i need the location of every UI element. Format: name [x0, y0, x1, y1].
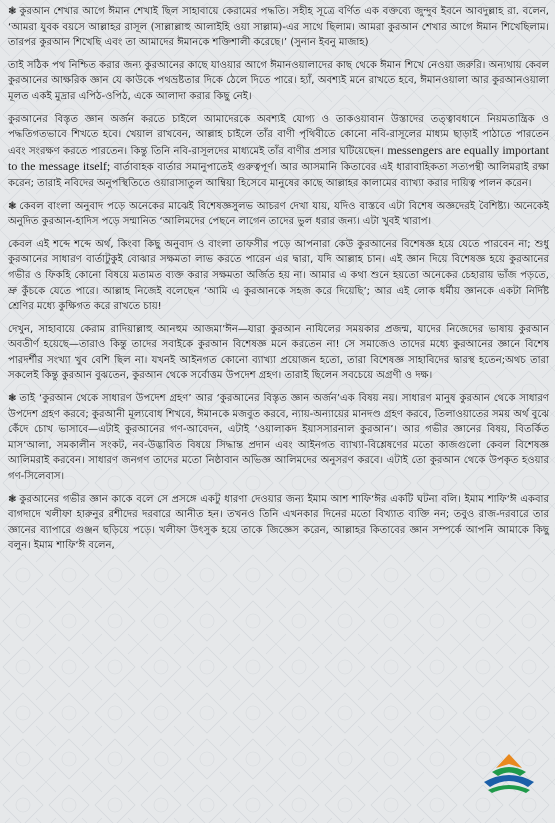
flower-bullet-icon: ❃ [8, 6, 17, 17]
flower-bullet-icon: ❃ [8, 493, 17, 505]
english-quote: messengers are equally important to the message itself; [8, 142, 549, 174]
paragraph-text: দেখুন, সাহাবায়ে কেরাম রাদিয়াল্লাহু আনহুম আজমা’ঈন—যারা কুরআন নাযিলের সময়কার প্রজন্ম, যাদের নিজেদের ভাষায় কুরআন অবতীর্ণ হয়েছে—তারাও কিন্তু তাদের সবাইকে কুরআন বিশেষজ্ঞ মনে করতেন না! সে সমাজেও তাদের মধ্যে কুরআনের জ্ঞানে বিশেষ পারদর্শীর সংখ্যা খুব বেশি ছিল না। যখনই আইনগত কোনো ব্যাখ্যা প্রয়োজন হতো, তারা বিশেষজ্ঞ সাহাবিদের দ্বারস্থ হতেন;অথচ তারা সকলেই কিন্তু কুরআন বুঝতেন, কুরআন থেকে সর্বোত্তম উপদেশ গ্রহণ। তারাই ছিলেন সবচেয়ে অগ্রণী ও দক্ষ। [8, 323, 549, 382]
paragraph-6 [8, 322, 549, 384]
page-content [8, 4, 549, 561]
paragraph-1 [8, 4, 549, 51]
paragraph-7 [8, 391, 549, 485]
paragraph-3 [8, 112, 549, 192]
publisher-logo-icon [478, 752, 540, 796]
paragraph-text: কুরআন শেখার আগে ঈমান শেখাই ছিল সাহাবায়ে কেরামের পদ্ধতি। সহীহ সূত্রে বর্ণিত এক বক্তব্যে জুন্দুব ইবনে আবদুল্লাহ রা. বলেন, ‘আমরা যুবক বয়সে আল্লাহর রাসূল (সাল্লাল্লাহু আলাইহি ওয়া সাল্লাম)-এর সাথে ছিলাম। আমরা কুরআন শেখার আগে ঈমান শিখেছিলাম। তারপর কুরআন শিখেছি এবং তা আমাদের ঈমানকে শক্তিশালী করেছে।’ (সুনান ইবনু মাজাহ) [8, 6, 549, 49]
paragraph-5 [8, 237, 549, 315]
paragraph-8 [8, 492, 549, 554]
paragraph-2 [8, 58, 549, 105]
flower-bullet-icon: ❃ [8, 200, 17, 212]
paragraph-text: তাই ‘কুরআন থেকে সাধারণ উপদেশ গ্রহণ’ আর ‘কুরআনের বিস্তৃত জ্ঞান অর্জন’এক বিষয় নয়। সাধারণ মানুষ কুরআন থেকে সাধারণ উপদেশ গ্রহণ করবে; কুরআনী মূল্যবোধ শিখবে, ঈমানকে মজবুত করবে, ন্যায়-অন্যায়ের মানদণ্ড গ্রহণ করবে, তিলাওয়াতের সময় অর্থ বুঝে কেঁদে চোখ ভাসাবে—এটাই কুরআনের গণ-আবেদন, এটাই ‘ওয়ালাকদ ইয়াসসারনাল কুরআন’। আর গভীর জ্ঞানের বিষয়, বিতর্কিত মাস’আলা, সমকালীন সংকট, নব-উদ্ভাবিত বিষয়ে সিদ্ধান্ত প্রদান এবং আইনগত ব্যাখ্যা-বিশ্লেষণের মতো কাজগুলো কেবল বিশেষজ্ঞ আলিমরাই করবেন। সাধারণ জনগণ তাদের মতো নিষ্ঠাবান অভিজ্ঞ আলিমদের অনুসরণ করবে। এটাই তো কুরআন থেকে উপকৃত হওয়ার গণ-সিলেবাস। [8, 393, 549, 483]
paragraph-text-part: কুরআনের বিস্তৃত জ্ঞান অর্জন করতে চাইলে আমাদেরকে অবশ্যই যোগ্য ও তাকওয়াবান উস্তাদের তত্ত্বাবধানে নিয়মতান্ত্রিক ও পদ্ধতিগতভাবে শিখতে হবে। খেয়াল রাখবেন, আল্লাহ চাইলে তাঁর বাণী পৃথিবীতে কোনো নবি-রাসূলের মাধ্যম ছাড়াই পাঠাতে পারতেন এবং সংরক্ষণ করতে পারতেন। কিন্তু তিনি নবি-রাসূলদের মাধ্যমেই তাঁর বাণীর প্রসার ঘটিয়েছেন। [8, 113, 549, 157]
paragraph-text: কেবল এই শব্দে শব্দে অর্থ, কিংবা কিছু অনুবাদ ও বাংলা তাফসীর পড়ে আপনারা কেউ কুরআনের বিশেষজ্ঞ হয়ে যেতে পারবেন না; শুধু কুরআনের সাধারণ বার্তাটুকুই বোঝার সক্ষমতা লাভ করতে পারেন এর দ্বারা, যদি আল্লাহ চান। এই জ্ঞান দিয়ে বিশেষজ্ঞ হয়ে কুরআনের গভীর ও ফিকহি কোনো বিষয়ে মতামত ব্যক্ত করার সক্ষমতা অর্জিত হয় না। আমার এ কথা শুনে হয়তো অনেকের চেহারায় ভাঁজ পড়তে, ভ্রু কুঁচকে যেতে পারে। আল্লাহ নিজেই বলেছেন ‘আমি এ কুরআনকে সহজ করে দিয়েছি’; আর এই লোক ধর্মীয় জ্ঞানকে একটা নির্দিষ্ট শ্রেণির মধ্যে কুক্ষিগত করে রাখতে চায়! [8, 238, 549, 313]
paragraph-4 [8, 199, 549, 230]
paragraph-text: তাই সঠিক পথ নিশ্চিত করার জন্য কুরআনের কাছে যাওয়ার আগে ঈমানওয়ালাদের কাছ থেকে ঈমান শিখে নেওয়া জরুরি। অন্যথায় কেবল কুরআনের আক্ষরিক জ্ঞান যে কাউকে পথভ্রষ্টতার দিকে ঠেলে দিতে পারে। হ্যাঁ, অবশ্যই মনে রাখতে হবে, ঈমানওয়ালা আর কুরআনওয়ালা মূলত একই মুদ্রার এপিঠ-ওপিঠ, একে আলাদা করার কিছু নেই। [8, 59, 549, 102]
paragraph-text: কুরআনের গভীর জ্ঞান কাকে বলে সে প্রসঙ্গে একটু ধারণা দেওয়ার জন্য ইমাম আশ শাফি‘ঈর একটি ঘটনা বলি। ইমাম শাফি‘ঈ একবার বাগদাদে খলীফা হারুনুর রশীদের দরবারে আনীত হন। তখনও তিনি এখনকার দিনের মতো বিখ্যাত ব্যক্তি নন; তবুও রাজ-দরবারে তার জ্ঞানের ব্যাপারে গুঞ্জন ছড়িয়ে পড়ে। খলীফা উৎসুক হয়ে তাকে জিজ্ঞেস করেন, আল্লাহর কিতাবের জ্ঞান সম্পর্কে আপনি আমাকে কিছু বলুন। ইমাম শাফি‘ঈ বলেন, [8, 493, 549, 552]
flower-bullet-icon: ❃ [8, 393, 17, 405]
paragraph-text: কেবল বাংলা অনুবাদ পড়ে অনেকের মাঝেই বিশেষজ্ঞসুলভ আচরণ দেখা যায়, যদিও বাস্তবে এটা বিশেষ অজ্ঞদেরই বৈশিষ্ট্য। অনেকেই অনুদিত কুরআন-হাদিস পড়ে সম্মানিত ‘আলিমদের পেছনে লাগেন তাদের ভুল ধরার জন্য। এটা খুবই খারাপ। [8, 200, 549, 228]
paragraph-text-part: বার্তাবাহক বার্তার সমানুপাতেই গুরুত্বপূর্ণ। আর আসমানি কিতাবের এই ধারাবাহিকতা সত্যপন্থী আলিমরাই রক্ষা করেন; তারাই নবিদের অনুপস্থিতিতে ওয়ারাসাতুল আম্বিয়া হিসেবে মানুষের কাছে আল্লাহর কালামের ব্যাখ্যা করার দায়িত্ব পালন করেন। [8, 162, 549, 189]
